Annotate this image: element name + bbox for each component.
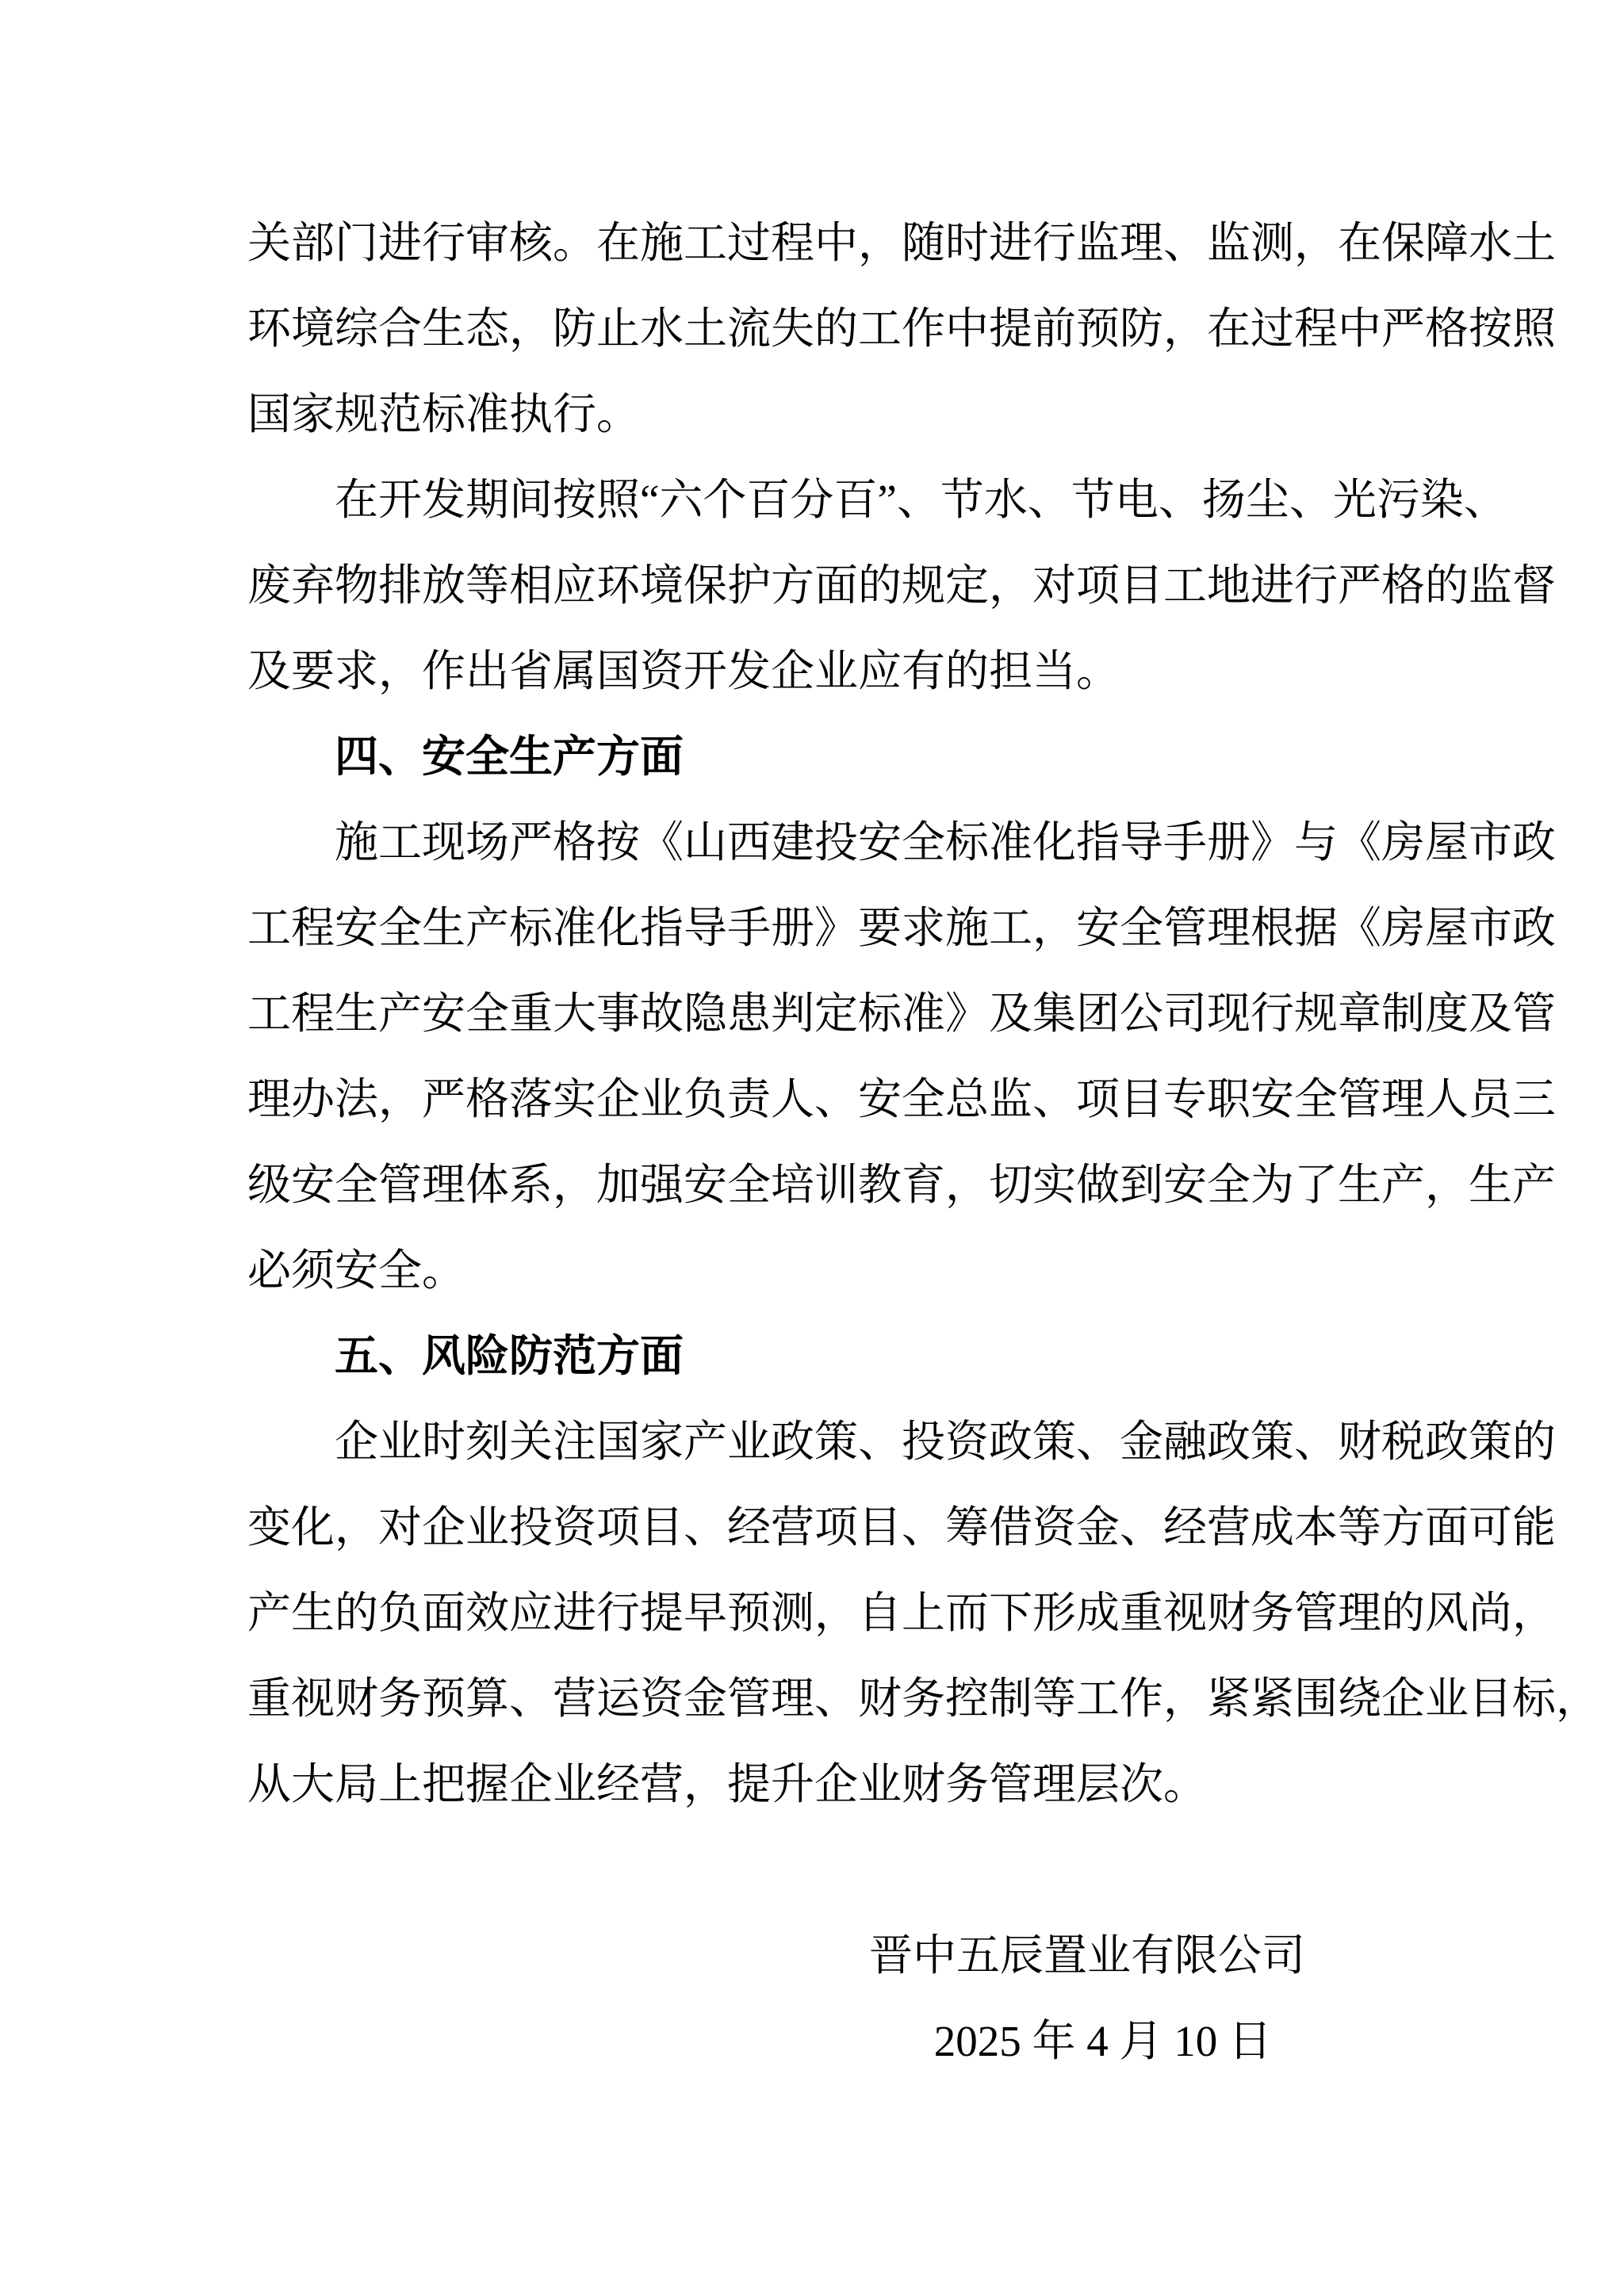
text-line: 环境综合生态，防止水土流失的工作中提前预防，在过程中严格按照 — [247, 304, 1557, 353]
text-line: 施工现场严格按《山西建投安全标准化指导手册》与《房屋市政 — [335, 818, 1557, 867]
text-line: 废弃物排放等相应环境保护方面的规定，对项目工地进行严格的监督 — [247, 561, 1557, 610]
text-line: 关部门进行审核。在施工过程中，随时进行监理、监测，在保障水土 — [247, 219, 1557, 267]
text-line: 及要求，作出省属国资开发企业应有的担当。 — [247, 647, 1120, 695]
section-heading-5: 五、风险防范方面 — [335, 1332, 684, 1380]
text-line: 理办法，严格落实企业负责人、安全总监、项目专职安全管理人员三 — [247, 1075, 1557, 1123]
signature-company: 晋中五辰置业有限公司 — [868, 1931, 1305, 1980]
section-heading-4: 四、安全生产方面 — [335, 733, 684, 781]
text-line: 级安全管理体系，加强安全培训教育，切实做到安全为了生产，生产 — [247, 1161, 1557, 1209]
text-line: 重视财务预算、营运资金管理、财务控制等工作，紧紧围绕企业目标， — [247, 1674, 1600, 1723]
text-line: 国家规范标准执行。 — [247, 390, 641, 438]
text-line: 工程生产安全重大事故隐患判定标准》及集团公司现行规章制度及管 — [247, 989, 1557, 1038]
text-line: 变化，对企业投资项目、经营项目、筹借资金、经营成本等方面可能 — [247, 1503, 1557, 1552]
text-line: 产生的负面效应进行提早预测，自上而下形成重视财务管理的风尚， — [247, 1589, 1557, 1637]
signature-block — [247, 1913, 1391, 2084]
text-line: 工程安全生产标准化指导手册》要求施工，安全管理根据《房屋市政 — [247, 904, 1557, 952]
text-line: 从大局上把握企业经营，提升企业财务管理层次。 — [247, 1760, 1208, 1808]
document-body — [247, 201, 1600, 2084]
signature-date: 2025 年 4 月 10 日 — [933, 2017, 1272, 2065]
blank-line — [247, 1827, 1391, 1913]
text-line: 在开发期间按照“六个百分百”、节水、节电、扬尘、光污染、 — [335, 476, 1507, 524]
body-lines — [247, 201, 1600, 1913]
text-line: 必须安全。 — [247, 1246, 466, 1295]
text-line: 企业时刻关注国家产业政策、投资政策、金融政策、财税政策的 — [335, 1418, 1557, 1466]
